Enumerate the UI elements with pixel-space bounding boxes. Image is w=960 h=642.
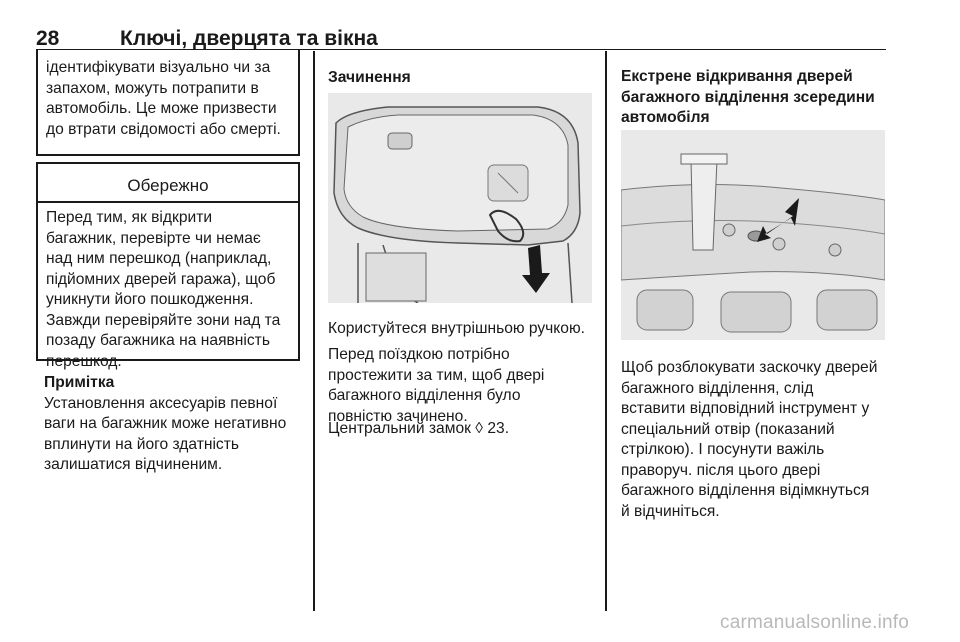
cross-ref-page[interactable]: 23. <box>487 420 510 437</box>
emergency-opening-text: Щоб розблокувати заскочку дверей багажного відділення, слід вставити відповідний інструмент у спеціальний отвір (показаний стрілкою). І посунути важіль праворуч. після цього двері багажного відділення відімкнуться й відчиніться. <box>621 359 878 520</box>
page-number: 28 <box>36 27 60 50</box>
closing-heading: Зачинення <box>328 69 411 86</box>
tailgate-closing-illustration <box>328 93 592 303</box>
watermark: carmanualsonline.info <box>720 612 910 633</box>
warning-box-continuation <box>36 50 300 156</box>
warning-text: ідентифікувати візуально чи за запахом, можуть потрапити в автомобіль. Це може призвести до втрати свідомості або смерті. <box>46 59 281 138</box>
page-header <box>36 27 886 50</box>
caution-box <box>36 162 300 370</box>
cross-ref-icon: ◊ <box>475 420 483 437</box>
central-lock-cross-reference[interactable] <box>328 419 598 440</box>
closing-para1: Користуйтеся внутрішньою ручкою. <box>328 320 586 337</box>
note-section: Примітка Установлення аксесуарів певної ваги на багажник може негативно вплинути на його здатність залишатися відчиненим. <box>44 373 304 476</box>
column-divider-left <box>313 51 315 611</box>
tailgate-release-drawing <box>621 130 885 340</box>
column-divider-right <box>605 51 607 611</box>
caution-text: Перед тим, як відкрити багажник, перевірте чи немає над ним перешкод (наприклад, підйомних дверей гаража), щоб уникнути його пошкодження. Завжди перевіряйте зони над та позаду багажника на наявність перешкод. <box>46 209 281 370</box>
cross-ref-text: Центральний замок <box>328 420 471 437</box>
note-title: Примітка <box>44 374 115 391</box>
emergency-release-illustration <box>621 130 885 340</box>
closing-para2: Перед поїздкою потрібно простежити за тим, щоб двері багажного відділення було повністю зачинено. <box>328 346 545 425</box>
caution-title: Обережно <box>127 176 209 195</box>
tailgate-interior-drawing <box>328 93 592 303</box>
caution-divider <box>38 201 298 203</box>
chapter-title: Ключі, дверцята та вікна <box>120 27 378 50</box>
emergency-opening-heading: Екстрене відкривання дверей багажного відділення зсередини автомобіля <box>621 68 875 126</box>
